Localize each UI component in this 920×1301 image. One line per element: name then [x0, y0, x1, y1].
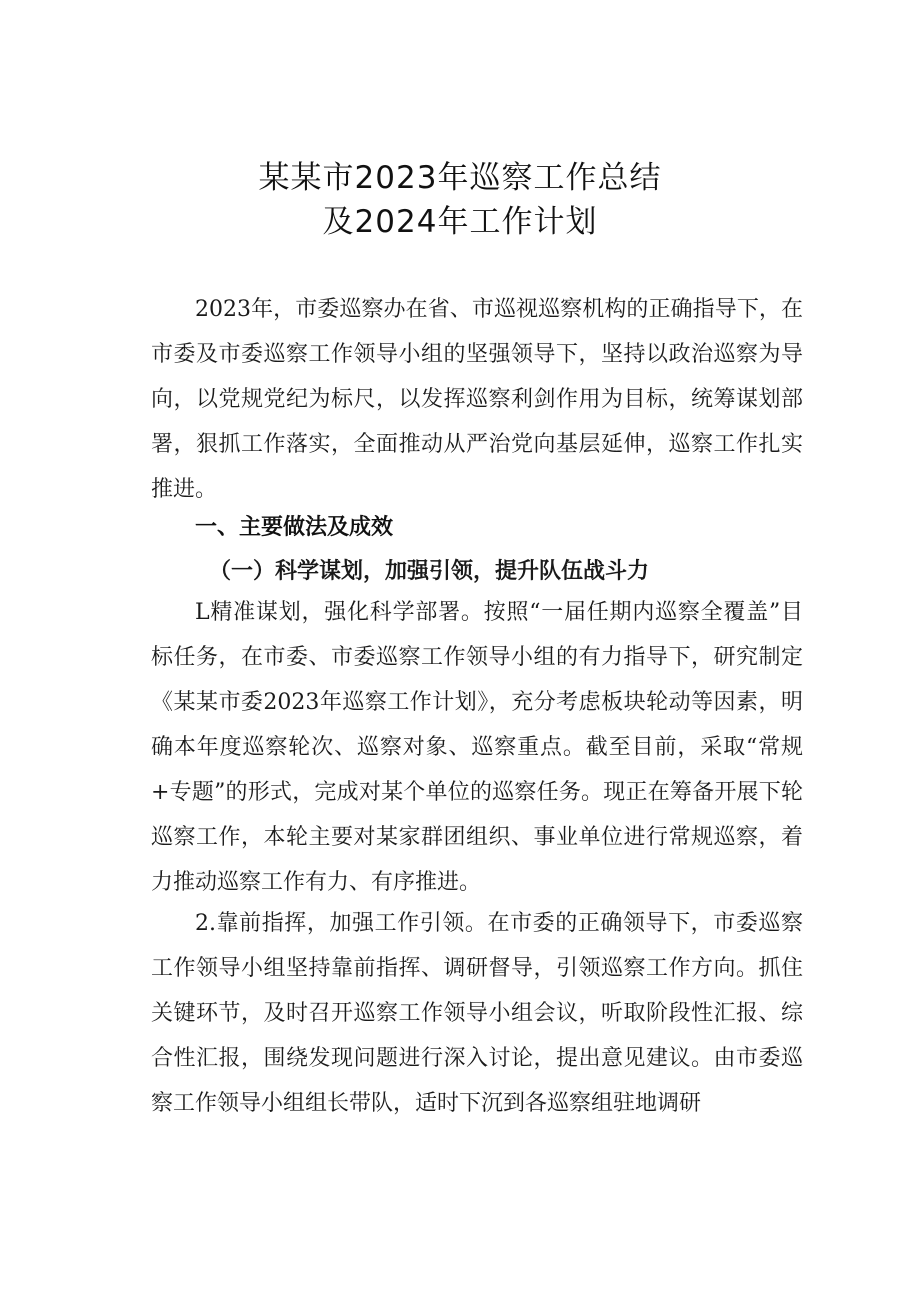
- subsection-heading-planning: （一）科学谋划，加强引领，提升队伍战斗力: [209, 558, 650, 584]
- intro-paragraph: 2023年，市委巡察办在省、市巡视巡察机构的正确指导下，在市委及市委巡察工作领导小组的坚强领导下，坚持以政治巡察为导向，以党规党纪为标尺，以发挥巡察利剑作用为目标，统筹谋划部署，狠抓工作落实，全面推动从严治党向基层延伸，巡察工作扎实推进。: [151, 297, 803, 502]
- document-title-line-2: 及2024年工作计划: [322, 204, 598, 240]
- item-2-paragraph: 2.靠前指挥，加强工作引领。在市委的正确领导下，市委巡察工作领导小组坚持靠前指挥、调研督导，引领巡察工作方向。抓住关键环节，及时召开巡察工作领导小组会议，听取阶段性汇报、综合性汇报，围绕发现问题进行深入讨论，提出意见建议。由市委巡察工作领导小组组长带队，适时下沉到各巡察组驻地调研: [151, 911, 803, 1116]
- item-1-paragraph: L精准谋划，强化科学部署。按照“一届任期内巡察全覆盖”目标任务，在市委、市委巡察工作领导小组的有力指导下，研究制定《某某市委2023年巡察工作计划》，充分考虑板块轮动等因素，明确本年度巡察轮次、巡察对象、巡察重点。截至目前，采取“常规+专题”的形式，完成对某个单位的巡察任务。现正在筹备开展下轮巡察工作，本轮主要对某家群团组织、事业单位进行常规巡察，着力推动巡察工作有力、有序推进。: [151, 600, 803, 895]
- document-title-line-1: 某某市2023年巡察工作总结: [258, 160, 662, 196]
- section-heading-main-practices: 一、主要做法及成效: [195, 515, 394, 540]
